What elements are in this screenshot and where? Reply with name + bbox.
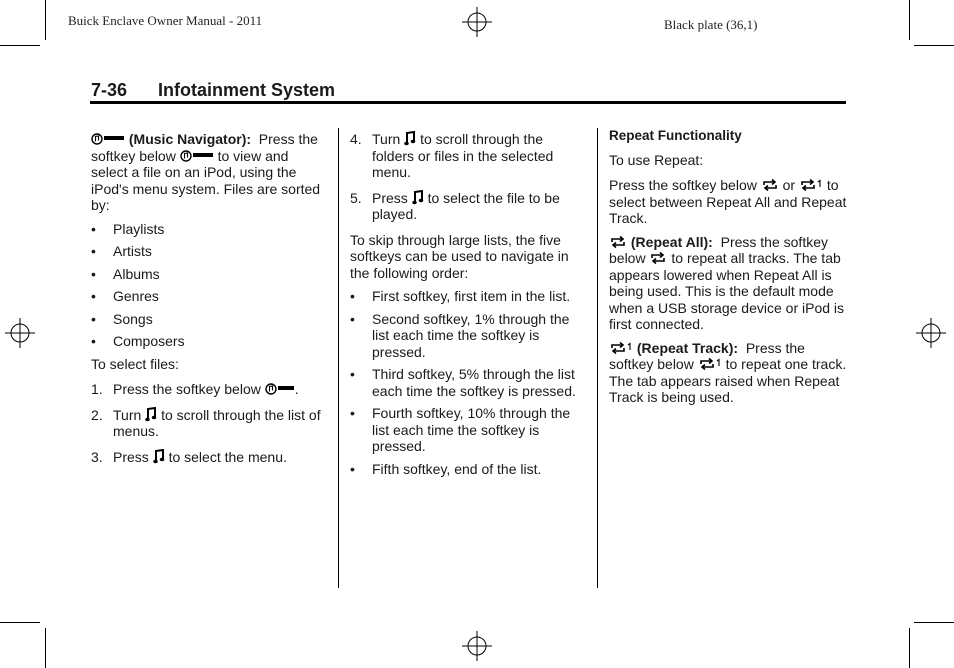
list-item-text: Playlists xyxy=(113,220,165,237)
list-item-text: Genres xyxy=(113,288,159,304)
list-item xyxy=(350,311,588,361)
paragraph-text: to repeat all tracks. The tab appears lowered when Repeat All is being used. This is the default mode when a USB storage device or iPod is first connected. xyxy=(609,250,845,332)
step-1 xyxy=(91,381,327,398)
registration-mark-right xyxy=(916,318,946,348)
repeat-icon xyxy=(609,235,627,249)
bullet: • xyxy=(91,265,96,282)
step-3 xyxy=(91,449,327,466)
crop-mark-br-h xyxy=(914,622,954,623)
bullet: • xyxy=(350,366,355,382)
list-item xyxy=(91,288,327,305)
manual-title: Buick Enclave Owner Manual - 2011 xyxy=(68,13,263,28)
registration-mark-bottom xyxy=(462,631,492,661)
crop-mark-bl-h xyxy=(0,622,40,623)
step-4 xyxy=(350,131,588,181)
music-note-icon xyxy=(145,407,157,422)
registration-mark-top xyxy=(462,7,492,37)
step-text: Press the softkey below xyxy=(113,381,261,397)
step-text: to scroll through the folders or files in the selected menu. xyxy=(372,131,554,180)
skip-intro: To skip through large lists, the five softkeys can be used to navigate in the following order: xyxy=(350,231,569,281)
bullet: • xyxy=(350,405,355,421)
step-text: Press xyxy=(113,448,149,465)
section-number: 7-36 xyxy=(91,80,128,100)
list-item-text: First softkey, first item in the list. xyxy=(372,288,571,304)
column-divider-2 xyxy=(597,128,598,588)
list-item-text: Second softkey, 1% through the list each time the softkey is pressed. xyxy=(372,310,570,360)
bullet: • xyxy=(350,460,355,477)
list-item-text: Albums xyxy=(113,265,160,282)
list-item xyxy=(91,333,327,350)
column-3 xyxy=(609,128,847,413)
list-item xyxy=(91,311,327,328)
select-intro: To select files: xyxy=(91,355,179,372)
skip-list xyxy=(350,288,588,477)
repeat-track-title: (Repeat Track): xyxy=(636,339,739,356)
list-item-text: Fourth softkey, 10% through the list each time the softkey is pressed. xyxy=(372,405,571,454)
column-2 xyxy=(350,131,588,483)
list-item xyxy=(91,266,327,283)
column-divider-1 xyxy=(338,128,339,588)
paragraph-text: Press the softkey below xyxy=(609,339,805,372)
step-2 xyxy=(91,407,327,440)
step-number: 5. xyxy=(350,189,362,206)
repeat-icon xyxy=(761,178,779,192)
repeat-all-title: (Repeat All): xyxy=(630,233,713,250)
step-number: 1. xyxy=(91,381,103,397)
use-repeat: To use Repeat: xyxy=(609,151,704,168)
repeat-one-icon xyxy=(799,178,823,192)
repeat-one-icon xyxy=(609,341,633,355)
crop-mark-bl-v xyxy=(45,628,46,668)
list-item xyxy=(91,243,327,260)
repeat-intro-paragraph xyxy=(609,177,847,227)
step-text: Press xyxy=(372,189,408,206)
list-item xyxy=(350,366,588,399)
paragraph-text: or xyxy=(782,177,796,193)
music-note-icon xyxy=(153,449,165,464)
bullet: • xyxy=(350,288,355,304)
list-item-text: Artists xyxy=(113,243,152,259)
paragraph-text: Press the softkey below xyxy=(609,177,757,193)
paragraph-text: Press the softkey below xyxy=(609,233,828,266)
sort-list xyxy=(91,221,327,350)
crop-mark-tl-v xyxy=(45,0,46,40)
music-navigator-icon xyxy=(265,382,295,396)
music-navigator-text1: Press the xyxy=(258,131,318,147)
list-item-text: Fifth softkey, end of the list. xyxy=(372,460,542,477)
list-item-text: Composers xyxy=(113,333,185,349)
crop-mark-tl-h xyxy=(0,45,40,46)
music-navigator-text2: softkey below xyxy=(91,147,176,164)
list-item xyxy=(350,288,588,305)
crop-mark-tr-v xyxy=(909,0,910,40)
step-text: to scroll through the list of menus. xyxy=(113,406,321,439)
step-text: Turn xyxy=(372,131,401,147)
repeat-track-paragraph xyxy=(609,340,847,406)
list-item-text: Third softkey, 5% through the list each time the softkey is pressed. xyxy=(372,366,576,399)
paragraph-text: to repeat one track. The tab appears raised when Repeat Track is being used. xyxy=(609,356,847,405)
crop-mark-br-v xyxy=(909,628,910,668)
repeat-heading: Repeat Functionality xyxy=(609,128,742,143)
music-navigator-text3: to view and select a file on an iPod, using the iPod's menu system. Files are sorted by: xyxy=(91,147,321,213)
bullet: • xyxy=(91,243,96,259)
repeat-all-paragraph xyxy=(609,234,847,333)
music-navigator-icon xyxy=(180,149,214,163)
music-note-icon xyxy=(404,131,416,146)
list-item xyxy=(350,405,588,455)
repeat-icon xyxy=(649,251,667,265)
column-1 xyxy=(91,131,327,474)
list-item xyxy=(350,461,588,478)
paragraph-text: to select between Repeat All and Repeat Track. xyxy=(609,177,847,226)
bullet: • xyxy=(91,310,96,327)
music-navigator-title: (Music Navigator): xyxy=(128,131,252,147)
bullet: • xyxy=(91,288,96,304)
step-number: 3. xyxy=(91,448,103,465)
crop-mark-tr-h xyxy=(914,45,954,46)
step-text: to select the file to be played. xyxy=(372,189,560,222)
step-text: Turn xyxy=(113,406,142,423)
music-note-icon xyxy=(412,190,424,205)
bullet: • xyxy=(91,220,96,237)
step-end: . xyxy=(294,381,299,397)
step-number: 4. xyxy=(350,131,362,147)
section-title: Infotainment System xyxy=(158,80,336,100)
music-navigator-icon xyxy=(91,132,125,146)
title-rule xyxy=(90,101,846,104)
repeat-one-icon xyxy=(698,357,722,371)
list-item-text: Songs xyxy=(113,310,153,327)
bullet: • xyxy=(350,310,355,327)
music-navigator-paragraph xyxy=(91,131,327,214)
step-number: 2. xyxy=(91,406,103,423)
step-text: to select the menu. xyxy=(168,448,287,465)
step-5 xyxy=(350,190,588,223)
registration-mark-left xyxy=(5,318,35,348)
plate-label: Black plate (36,1) xyxy=(664,17,758,32)
list-item xyxy=(91,221,327,238)
bullet: • xyxy=(91,333,96,349)
